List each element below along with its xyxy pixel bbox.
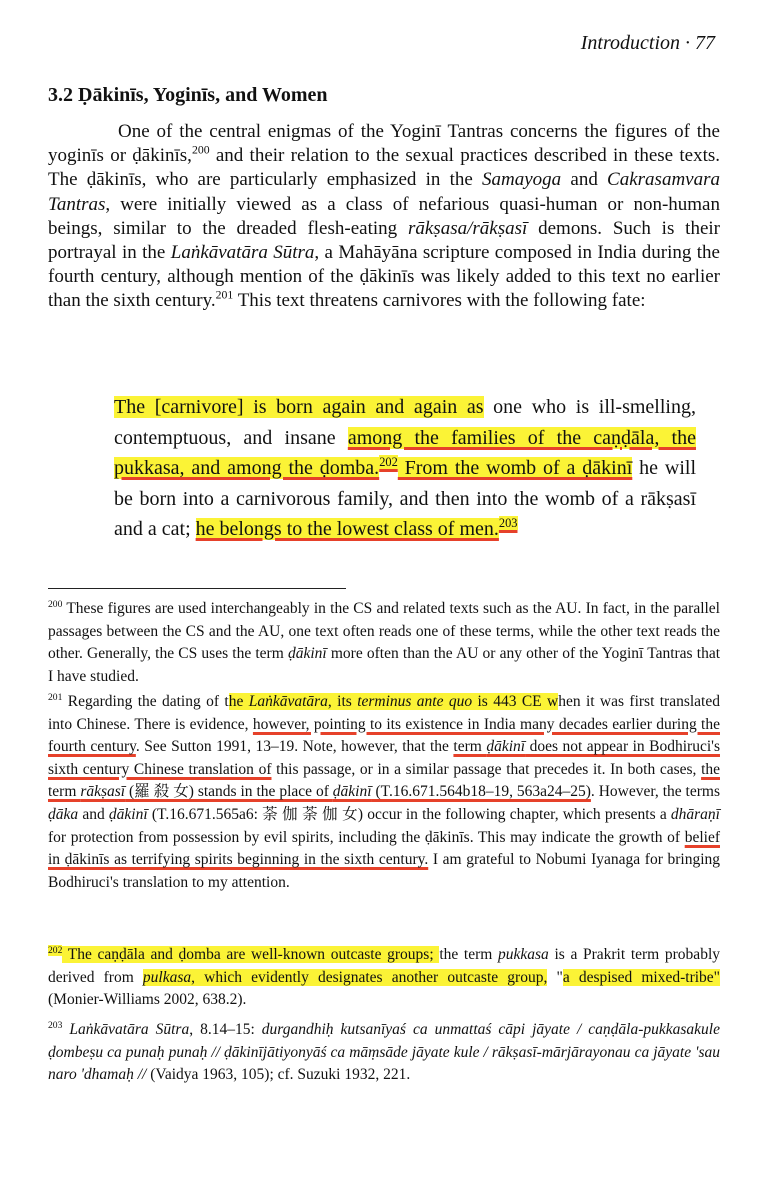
underline: term xyxy=(453,738,487,756)
highlight: , which evidently designates another outcaste group, xyxy=(191,968,548,986)
footnote-ref-203[interactable]: 203 xyxy=(498,516,518,531)
running-head: Introduction · 77 xyxy=(580,32,715,54)
underline-term: rākṣasī xyxy=(80,783,126,801)
text-run: is a Prakrit term probably derived from xyxy=(48,946,720,986)
highlight-underlined: among the families of the caṇḍāla, the pukkasa, and among the ḍomba. xyxy=(114,426,696,479)
text-run: hen it was first translated into Chinese. There is evidence, xyxy=(48,693,720,733)
text-run: the term xyxy=(439,946,498,963)
text-run: this passage, or in a similar passage that precedes it. In both cases, xyxy=(271,760,702,778)
text-run: I am grateful to Nobumi Iyanaga for bringing Bodhiruci's translation to my attention. xyxy=(48,851,720,891)
title-samayoga: Samayoga xyxy=(482,169,562,191)
highlight-underlined: From the womb of a ḍākinī xyxy=(397,457,633,479)
underline: however, pointing to its existence in India many decades earlier during the fourth century xyxy=(48,715,720,756)
highlight-term: terminus ante quo xyxy=(357,693,473,710)
highlight: The caṇḍāla and ḍomba are well-known outcaste groups; xyxy=(62,946,440,963)
footnote-number: 200 xyxy=(48,598,63,610)
text-run: " xyxy=(547,968,563,986)
term-dakini: ḍākinī xyxy=(108,805,148,823)
text-run: one who is ill-smelling, contemptuous, and insane xyxy=(114,396,696,449)
text-run: This text threatens carnivores with the following fate: xyxy=(233,290,646,312)
text-run: Regarding the dating of t xyxy=(62,693,229,710)
highlight: The [carnivore] is born again and again as xyxy=(114,396,484,418)
underline: (T.16.671.564b18–19, 563a24–25) xyxy=(371,783,591,801)
footnote-202 xyxy=(48,944,720,1012)
term-pukkasa: pukkasa xyxy=(497,946,549,963)
footnote-ref-201[interactable]: 201 xyxy=(215,289,234,303)
footnote-ref-202[interactable]: 202 xyxy=(379,455,398,470)
underline: belief in ḍākinīs as terrifying spirits beginning in the sixth century. xyxy=(48,828,720,869)
footnote-201 xyxy=(48,691,720,894)
text-run: more often than the AU or any other of the Yoginī Tantras that I have studied. xyxy=(48,645,720,685)
highlight: a despised mixed-tribe" xyxy=(562,968,721,986)
footnote-number: 201 xyxy=(48,691,63,703)
title-cakrasamvara: Cakrasamvara Tantras xyxy=(48,169,720,215)
highlight-title-lankavatara: Laṅkāvatāra xyxy=(248,693,328,710)
text-run: (Monier-Williams 2002, 638.2). xyxy=(48,991,247,1009)
body-paragraph xyxy=(48,120,720,314)
block-quote xyxy=(114,392,696,545)
highlight: , its xyxy=(327,693,358,710)
underline: the term xyxy=(48,760,720,801)
footnote-number: 202 xyxy=(48,944,63,956)
text-run: and xyxy=(561,169,608,191)
text-run: , a Mahāyāna scripture composed in India during the fourth century, although mention of the ḍākinīs was likely added to this text no earlier than the sixth century. xyxy=(48,242,720,312)
underline-term: ḍākinī xyxy=(332,783,372,801)
underline-term: ḍākinī xyxy=(486,738,526,756)
section-title: Ḍākinīs, Yoginīs, and Women xyxy=(78,84,328,106)
term-dakini: ḍākinī xyxy=(287,645,327,663)
text-run: (T.16.671.565a6: 荼 伽 荼 伽 女) occur in the following chapter, which presents a xyxy=(147,805,671,823)
highlight: is 443 CE w xyxy=(472,693,559,710)
section-heading xyxy=(48,84,328,107)
text-run: and their relation to the sexual practices described in these texts. The ḍākinīs, who are particularly emphasized in the xyxy=(48,145,720,191)
text-run: . See Sutton 1991, 13–19. Note, however, that the xyxy=(135,738,454,756)
footnote-divider xyxy=(48,588,346,589)
underline: does not appear in Bodhiruci's sixth century Chinese translation of xyxy=(48,738,720,778)
text-run: , were initially viewed as a class of nefarious quasi-human or non-human beings, similar to the dreaded flesh-eating xyxy=(48,193,720,239)
text-run: and xyxy=(78,805,109,823)
sanskrit-quote: durgandhiḥ kutsanīyaś ca unmattaś cāpi jāyate / caṇḍāla-pukkasakule ḍombeṣu ca punaḥ punaḥ // ḍākinījātiyonyāś ca māṃsāde jāyate kule / rākṣasī-mārjārayonau ca jāyate 'sau naro 'dhamaḥ // xyxy=(48,1021,720,1084)
term-daka: ḍāka xyxy=(48,805,79,823)
highlight-underlined: he belongs to the lowest class of men. xyxy=(195,518,499,540)
footnote-203 xyxy=(48,1019,720,1087)
title-lankavatara: Laṅkāvatāra Sūtra xyxy=(69,1021,190,1038)
text-run: These figures are used interchangeably in the CS and related texts such as the AU. In fact, in the parallel passages between the CS and the AU, one text often reads one of these terms, while the other text reads the other. Generally, the CS uses the term xyxy=(48,600,720,663)
text-run: One of the central enigmas of the Yoginī Tantras concerns the figures of the yoginīs or ḍākinīs, xyxy=(48,121,720,167)
term-raksasa: rākṣasa/rākṣasī xyxy=(407,217,528,239)
term-dharani: dhāraṇī xyxy=(670,805,720,823)
text-run: demons. Such is their portrayal in the xyxy=(48,217,720,264)
footnote-ref-200[interactable]: 200 xyxy=(191,143,210,157)
text-run: he will be born into a carnivorous family, and then into the womb of a rākṣasī and a cat; xyxy=(114,457,697,540)
highlight: he xyxy=(228,693,249,710)
footnote-200 xyxy=(48,598,720,688)
text-run: , 8.14–15: xyxy=(189,1021,262,1038)
footnote-number: 203 xyxy=(48,1019,63,1031)
text-run: (Vaidya 1963, 105); cf. Suzuki 1932, 221. xyxy=(146,1066,411,1084)
title-lankavatara: Laṅkāvatāra Sūtra xyxy=(170,242,315,264)
text-run: . However, the terms xyxy=(590,783,720,801)
highlight-term-pulkasa: pulkasa xyxy=(142,968,192,986)
text-run: for protection from possession by evil spirits, including the ḍākinīs. This may indicate the growth of xyxy=(48,828,685,846)
underline: (羅 殺 女) stands in the place of xyxy=(125,783,333,801)
section-number: 3.2 xyxy=(48,84,73,106)
